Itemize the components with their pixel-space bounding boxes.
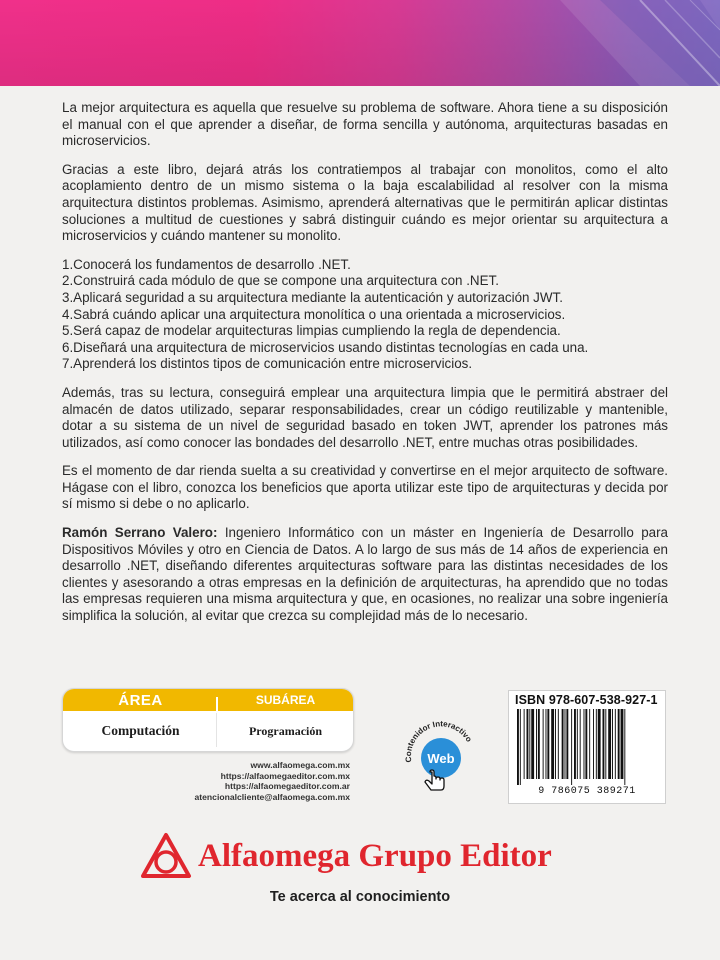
subarea-value: Programación bbox=[248, 723, 323, 738]
contact-links bbox=[150, 760, 350, 802]
area-value: Computación bbox=[101, 723, 180, 738]
intro-paragraph: La mejor arquitectura es aquella que resuelve su problema de software. Ahora tiene a su disposición el manual con el que aprender a diseñar, de forma sencilla y autónoma, arquitecturas basadas en microservicios. bbox=[62, 100, 668, 149]
list-item: 7.Aprenderá los distintos tipos de comunicación entre microservicios. bbox=[62, 356, 473, 372]
publisher-brand bbox=[140, 830, 600, 886]
email-link[interactable]: atencionalcliente@alfaomega.com.mx bbox=[194, 791, 350, 802]
isbn-label: ISBN 978-607-538-927-1 bbox=[515, 693, 658, 707]
summary-paragraph: Además, tras su lectura, conseguirá emplear una arquitectura limpia que le permitirá abstraer del almacén de datos utilizado, separar responsabilidades, crear un código reutilizable y mantenible, dotar a su sistema de un nivel de seguridad basado en token JWT, aprender los patrones más utilizados, así como conocer las bondades del desarrollo .NET, entre muchas otras posibilidades. bbox=[62, 384, 668, 450]
author-name: Ramón Serrano Valero: bbox=[62, 525, 218, 541]
list-item: 6.Diseñará una arquitectura de microservicios usando distintas tecnologías en cada una. bbox=[62, 339, 589, 355]
author-bio-text: Ingeniero Informático con un máster en Ingeniería de Desarrollo para Dispositivos Móviles y otro en Ciencia de Datos. A lo largo de sus más de 14 años de experiencia en desarrollo .NET, diseñando diferentes arquitecturas software para las distintas necesidades de los clientes y asesorando a otras empresas en la definición de arquitecturas, ha aprendido que no todas las empresas requieren una misma arquitectura y que, en ocasiones, no realizar una sobre ingeniería simplifica la solución, al evitar que crezca su complejidad más de lo necesario. bbox=[62, 525, 668, 624]
website-link[interactable]: https://alfaomegaeditor.com.mx bbox=[220, 770, 350, 781]
benefits-list bbox=[62, 257, 668, 373]
list-item: 5.Será capaz de modelar arquitecturas limpias cumpliendo la regla de dependencia. bbox=[62, 323, 561, 339]
banner-decoration bbox=[0, 0, 720, 86]
isbn-barcode bbox=[508, 690, 666, 804]
subject-area-card bbox=[62, 688, 354, 752]
barcode-digits: 9 786075 389271 bbox=[538, 786, 636, 797]
top-color-banner bbox=[0, 0, 720, 86]
back-cover-text bbox=[62, 100, 668, 637]
list-item: 1.Conocerá los fundamentos de desarrollo .NET. bbox=[62, 256, 351, 272]
publisher-name: Alfaomega Grupo Editor bbox=[198, 838, 552, 874]
website-link[interactable]: www.alfaomega.com.mx bbox=[250, 760, 350, 770]
barcode-icon bbox=[517, 709, 661, 785]
badge-ring-text: Contenidor Interactivo bbox=[403, 719, 474, 763]
description-paragraph: Gracias a este libro, dejará atrás los contratiempos al trabajar con monolitos, como el alto acoplamiento dentro de un mismo sistema o la baja escalabilidad al resolver con la misma arquitectura distintos problemas. Asimismo, aprenderá alternativas que le permitirán aplicar distintas soluciones a multitud de cuestiones y sabrá distinguir cuándo es mejor orientar su arquitectura a microservicios y cuándo mantener su monolito. bbox=[62, 161, 668, 244]
area-label: ÁREA bbox=[118, 691, 163, 709]
alfaomega-logo-icon bbox=[140, 832, 192, 880]
publisher-tagline: Te acerca al conocimiento bbox=[269, 889, 451, 905]
list-item: 3.Aplicará seguridad a su arquitectura mediante la autenticación y autorización JWT. bbox=[62, 289, 563, 305]
website-link[interactable]: https://alfaomegaeditor.com.ar bbox=[224, 781, 350, 792]
subarea-label: SUBÁREA bbox=[255, 693, 316, 707]
badge-center-text: Web bbox=[427, 751, 455, 766]
list-item: 2.Construirá cada módulo de que se compone una arquitectura con .NET. bbox=[62, 273, 499, 289]
author-bio bbox=[62, 525, 668, 625]
call-to-action-paragraph: Es el momento de dar rienda suelta a su creatividad y convertirse en el mejor arquitecto de software. Hágase con el libro, conozca los beneficios que aporta utilizar este tipo de arquitecturas y decida por sí mismo si debe o no aplicarlo. bbox=[62, 463, 668, 512]
list-item: 4.Sabrá cuándo aplicar una arquitectura monolítica o una orientada a microservicios. bbox=[62, 306, 566, 322]
interactive-web-badge bbox=[398, 712, 484, 798]
